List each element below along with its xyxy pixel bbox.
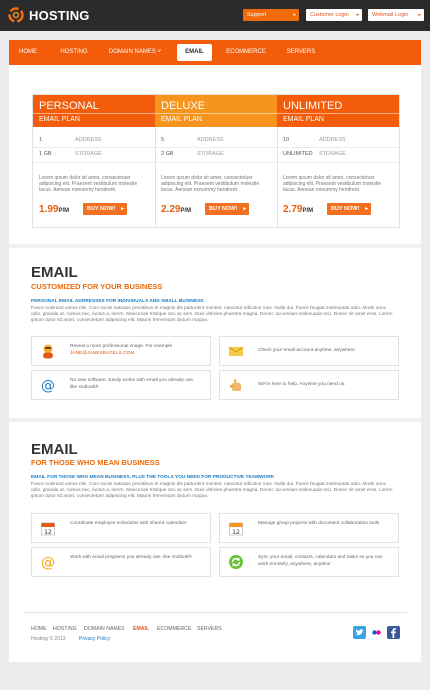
nav-home[interactable]: HOME [19, 49, 37, 55]
price-period: P/M [58, 208, 70, 214]
plan-card [155, 95, 277, 227]
feature-text: We're here to help. Anytime you need us. [258, 382, 346, 387]
page-container [9, 40, 421, 662]
nav-hosting[interactable]: HOSTING [60, 49, 88, 55]
arrow-right-icon: ▸ [293, 12, 296, 18]
logo-icon [8, 7, 24, 23]
storage-value: UNLIMITED [283, 151, 313, 157]
feature-box [31, 370, 211, 400]
section-divider [9, 418, 421, 422]
price-period: P/M [302, 208, 314, 214]
sync-icon [228, 554, 244, 570]
feature-text: Sync your email, contacts, calendars and tasks so you can work remotely, anywhere, anytime [258, 555, 383, 567]
support-button[interactable] [243, 9, 299, 21]
plan-description: Lorem ipsum dolor sit amet, consectetuer adipiscing elit. Praesent vestibulum molestie lacus. Aenean nonummy hendrerit. [161, 175, 260, 194]
customer-login-label: Customer Login [310, 12, 349, 18]
feature-text: Manage group projects with document collaboration tools [258, 521, 380, 526]
feature-text: Work with email programs you already use, like Outlook® [70, 555, 192, 560]
storage-value: 2 GB [161, 151, 174, 157]
divider [23, 612, 407, 613]
arrow-right-icon: ▸ [356, 12, 359, 18]
at-icon [40, 554, 56, 570]
divider [155, 162, 277, 163]
top-bar [0, 0, 430, 31]
plan-price [161, 204, 191, 215]
feature-text: No new software. Easily works with email you already use, like Outlook®. [70, 378, 195, 390]
plan-header [155, 95, 277, 127]
nav-domain-names[interactable] [105, 40, 165, 65]
person-icon [40, 343, 56, 359]
chevron-down-icon: ˅ [157, 49, 162, 55]
section-subtitle: CUSTOMIZED FOR YOUR BUSINESS [31, 282, 163, 291]
divider [33, 147, 155, 148]
plan-price [283, 204, 313, 215]
address-value: 10 [283, 137, 290, 143]
plan-name: DELUXE [161, 100, 206, 112]
arrow-right-icon: ▸ [243, 206, 246, 212]
divider [155, 113, 277, 114]
section-title: EMAIL [31, 441, 78, 458]
feature-box [219, 336, 399, 366]
section-body: Fusce euismod varius nisi. Cum sociis natoque penatibus et magnis dis parturient montes, nascetur ridiculus mus. Nulla dui. Fusce feugiat malesuada odio. Morbi nunc odio, gravida at, cursus nec, luctus a, lorem. Maecenas tristique orci ac sem. Duis ultricies pharetra magna. Donec accumsan malesuada orci. Donec sit amet eros. Lorem ipsum dolor sit amet, consectetuer adipiscing elit. Mauris fermentum dictum magna. [31, 482, 393, 500]
svg-text:@: @ [41, 555, 55, 570]
pricing-plans [32, 94, 400, 228]
address-label: ADDRESS [319, 137, 346, 143]
feature-box [219, 547, 399, 577]
divider [33, 162, 155, 163]
webmail-login-button[interactable] [368, 9, 424, 21]
svg-text:@: @ [41, 378, 55, 393]
copyright: Hosting © 2013 [31, 636, 66, 642]
storage-label: STORAGE [197, 151, 224, 157]
footer-link-domain-names[interactable]: DOMAIN NAMES [84, 626, 125, 632]
arrow-right-icon: ▸ [418, 12, 421, 18]
buy-now-label: BUY NOW! [87, 206, 116, 212]
section-lead: EMAIL FOR THOSE WHO MEAN BUSINESS, PLUS THE TOOLS YOU NEED FOR PRODUCTIVE TEAMWORK [31, 475, 275, 480]
plan-name: UNLIMITED [283, 100, 343, 112]
feature-text [70, 344, 202, 357]
customer-login-button[interactable] [306, 9, 362, 21]
divider [277, 147, 399, 148]
webmail-login-label: Webmail Login [372, 12, 409, 18]
arrow-right-icon: ▸ [121, 206, 124, 212]
section-divider [9, 244, 421, 248]
feature-box [219, 513, 399, 543]
footer-link-servers[interactable]: SERVERS [197, 626, 222, 632]
address-value: 1 [39, 137, 43, 143]
footer-link-hosting[interactable]: HOSTING [53, 626, 77, 632]
divider [33, 113, 155, 114]
support-label: Support [247, 12, 267, 18]
svg-text:12: 12 [44, 529, 52, 536]
divider [277, 113, 399, 114]
plan-subtitle: EMAIL PLAN [283, 116, 324, 123]
plan-description: Lorem ipsum dolor sit amet, consectetuer adipiscing elit. Praesent vestibulum molestie lacus. Aenean nonummy hendrerit. [39, 175, 138, 194]
plan-price [39, 204, 69, 215]
price-value: 1.99 [39, 204, 59, 215]
feature-box [219, 370, 399, 400]
plan-name: PERSONAL [39, 100, 99, 112]
nav-domain-names-label: DOMAIN NAMES [108, 49, 156, 55]
section-title: EMAIL [31, 264, 78, 281]
footer-link-ecommerce[interactable]: ECOMMERCE [157, 626, 192, 632]
footer-link-email[interactable]: EMAIL [133, 626, 150, 632]
feature-box [31, 336, 211, 366]
buy-now-button[interactable] [205, 203, 249, 215]
feature-text: Check your email account anytime, anywhere [258, 348, 355, 353]
section-subtitle: FOR THOSE WHO MEAN BUSINESS [31, 458, 160, 467]
at-icon [40, 377, 56, 393]
buy-now-label: BUY NOW! [209, 206, 238, 212]
feature-box [31, 547, 211, 577]
plan-card [277, 95, 399, 227]
calendar-icon [40, 520, 56, 536]
plan-subtitle: EMAIL PLAN [39, 116, 80, 123]
example-email-link[interactable]: JANE@JANESBAGELS.COM [70, 350, 135, 356]
feature-box [31, 513, 211, 543]
price-period: P/M [180, 208, 192, 214]
feature-text: Coordinate employee schedules with shared calendars [70, 521, 187, 526]
plan-header [33, 95, 155, 127]
feature-text-body: Reveal a more professional image. For example [70, 344, 173, 349]
calendar-icon [228, 520, 244, 536]
address-value: 5 [161, 137, 165, 143]
main-nav [9, 40, 421, 65]
storage-label: STORAGE [319, 151, 346, 157]
facebook-icon[interactable] [387, 626, 400, 639]
svg-text:12: 12 [232, 529, 240, 536]
footer-link-home[interactable]: HOME [31, 626, 47, 632]
address-label: ADDRESS [75, 137, 102, 143]
address-label: ADDRESS [197, 137, 224, 143]
arrow-right-icon: ▸ [365, 206, 368, 212]
nav-servers[interactable]: SERVERS [286, 49, 316, 55]
price-value: 2.79 [283, 204, 303, 215]
brand-name: HOSTING [29, 7, 90, 23]
plan-description: Lorem ipsum dolor sit amet, consectetuer adipiscing elit. Praesent vestibulum molestie lacus. Aenean nonummy hendrerit. [283, 175, 382, 194]
plan-card [33, 95, 155, 227]
hand-icon [228, 377, 244, 393]
buy-now-label: BUY NOW! [331, 206, 360, 212]
buy-now-button[interactable] [327, 203, 371, 215]
nav-ecommerce[interactable]: ECOMMERCE [226, 49, 266, 55]
flickr-icon[interactable] [370, 626, 383, 639]
buy-now-button[interactable] [83, 203, 127, 215]
logo[interactable] [8, 7, 90, 23]
section-lead: PERSONAL EMAIL ADDRESSES FOR INDIVIDUALS AND SMALL BUSINESS. [31, 299, 205, 304]
divider [277, 162, 399, 163]
price-value: 2.29 [161, 204, 181, 215]
envelope-icon [228, 343, 244, 359]
nav-email[interactable]: EMAIL [177, 44, 212, 61]
plan-header [277, 95, 399, 127]
privacy-policy-link[interactable]: Privacy Policy [79, 636, 111, 642]
plan-subtitle: EMAIL PLAN [161, 116, 202, 123]
storage-value: 1 GB [39, 151, 52, 157]
divider [155, 147, 277, 148]
section-body: Fusce euismod varius nisi. Cum sociis natoque penatibus et magnis dis parturient montes, nascetur ridiculus mus. Nulla dui. Fusce feugiat malesuada odio. Morbi nunc odio, gravida at, cursus nec, luctus a, lorem. Maecenas tristique orci ac sem. Duis ultricies pharetra magna. Donec accumsan malesuada orci. Donec sit amet eros. Lorem ipsum dolor sit amet, consectetuer adipiscing elit. Mauris fermentum dictum magna. [31, 306, 393, 324]
twitter-icon[interactable] [353, 626, 366, 639]
storage-label: STORAGE [75, 151, 102, 157]
